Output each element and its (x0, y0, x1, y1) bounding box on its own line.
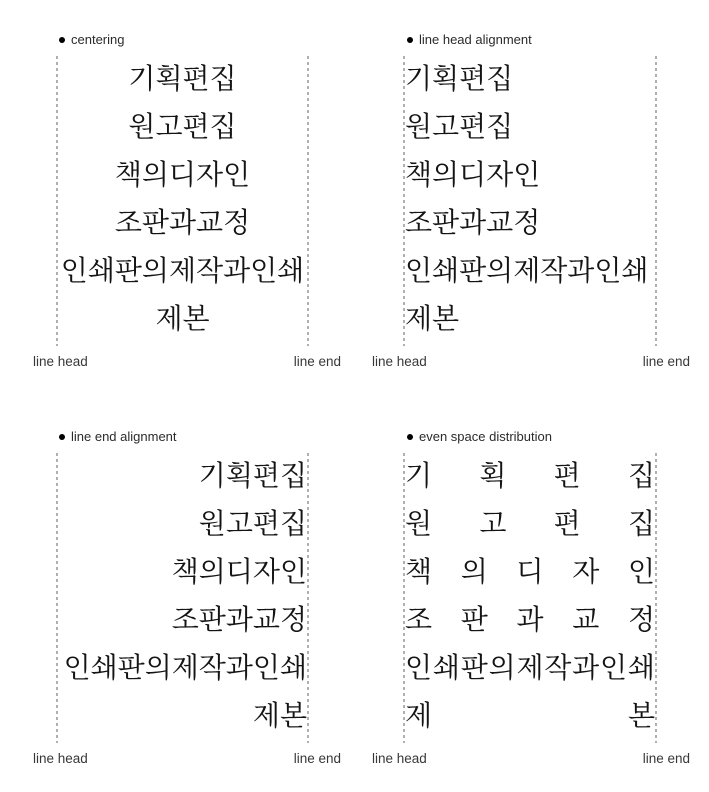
hangul-char: 과 (572, 653, 600, 684)
hangul-char: 본 (627, 701, 655, 732)
text-line (405, 549, 655, 597)
hangul-char: 기 (405, 461, 433, 492)
text-line: 제본 (405, 304, 460, 335)
panel-line-head-alignment (372, 30, 690, 375)
text-line (405, 501, 655, 549)
line-end-guide (307, 56, 309, 346)
text-line: 책의디자인 (171, 557, 307, 588)
hangul-char: 획 (479, 461, 507, 492)
hangul-char: 자 (572, 557, 600, 588)
bullet-icon (59, 37, 65, 43)
line-head-label: line head (372, 354, 427, 369)
text-line: 기획편집 (198, 461, 307, 492)
line-end-label: line end (642, 354, 690, 369)
hangul-char: 책 (405, 557, 433, 588)
text-line: 조판과교정 (114, 208, 251, 239)
text-line: 원고편집 (405, 112, 514, 143)
hangul-char: 쇄 (432, 653, 460, 684)
text-line: 인쇄판의제작과인쇄 (405, 256, 649, 287)
text-line: 기획편집 (128, 64, 237, 95)
hangul-char: 편 (553, 509, 581, 540)
text-line: 책의디자인 (114, 160, 251, 191)
text-line: 원고편집 (198, 509, 307, 540)
text-line: 조판과교정 (405, 208, 541, 239)
hangul-char: 디 (516, 557, 544, 588)
text-line: 책의디자인 (405, 160, 541, 191)
bullet-icon (407, 434, 413, 440)
hangul-char: 제 (516, 653, 544, 684)
hangul-char: 판 (460, 605, 488, 636)
panel-title (407, 32, 532, 47)
text-line (405, 597, 655, 645)
hangul-char: 인 (405, 653, 433, 684)
text-line: 제본 (252, 701, 307, 732)
hangul-char: 정 (627, 605, 655, 636)
text-line: 인쇄판의제작과인쇄 (60, 256, 305, 287)
text-block (405, 56, 655, 344)
text-line: 제본 (155, 304, 210, 335)
line-end-guide (655, 56, 657, 346)
hangul-char: 조 (405, 605, 433, 636)
text-line (405, 693, 655, 741)
bullet-icon (59, 434, 65, 440)
hangul-char: 작 (544, 653, 572, 684)
text-line (405, 453, 655, 501)
bullet-icon (407, 37, 413, 43)
hangul-char: 원 (405, 509, 433, 540)
hangul-char: 인 (627, 557, 655, 588)
text-line: 조판과교정 (171, 605, 307, 636)
hangul-char: 교 (572, 605, 600, 636)
line-end-guide (655, 453, 657, 743)
panel-title-label: centering (71, 32, 125, 47)
text-block (405, 453, 655, 741)
panel-title-label: line end alignment (71, 429, 177, 444)
hangul-char: 의 (460, 557, 488, 588)
line-end-label: line end (293, 354, 341, 369)
panel-even-space-distribution (372, 427, 690, 772)
line-end-guide (307, 453, 309, 743)
hangul-char: 쇄 (627, 653, 655, 684)
text-block (58, 56, 307, 344)
panel-title-label: line head alignment (419, 32, 532, 47)
hangul-char: 편 (553, 461, 581, 492)
line-head-label: line head (33, 354, 88, 369)
hangul-char: 제 (405, 701, 433, 732)
text-block (58, 453, 307, 741)
hangul-char: 집 (627, 461, 655, 492)
text-line: 기획편집 (405, 64, 514, 95)
text-line: 인쇄판의제작과인쇄 (63, 653, 307, 684)
line-end-label: line end (642, 751, 690, 766)
panel-line-end-alignment (33, 427, 341, 772)
hangul-char: 집 (627, 509, 655, 540)
hangul-char: 고 (479, 509, 507, 540)
text-line (405, 645, 655, 693)
hangul-char: 과 (516, 605, 544, 636)
hangul-char: 인 (600, 653, 628, 684)
line-head-label: line head (33, 751, 88, 766)
hangul-char: 의 (488, 653, 516, 684)
panel-title (59, 32, 124, 47)
panel-title (59, 429, 177, 444)
hangul-char: 판 (460, 653, 488, 684)
panel-title-label: even space distribution (419, 429, 552, 444)
text-line: 원고편집 (128, 112, 237, 143)
panel-centering (33, 30, 341, 375)
panel-title (407, 429, 552, 444)
line-head-label: line head (372, 751, 427, 766)
line-end-label: line end (293, 751, 341, 766)
